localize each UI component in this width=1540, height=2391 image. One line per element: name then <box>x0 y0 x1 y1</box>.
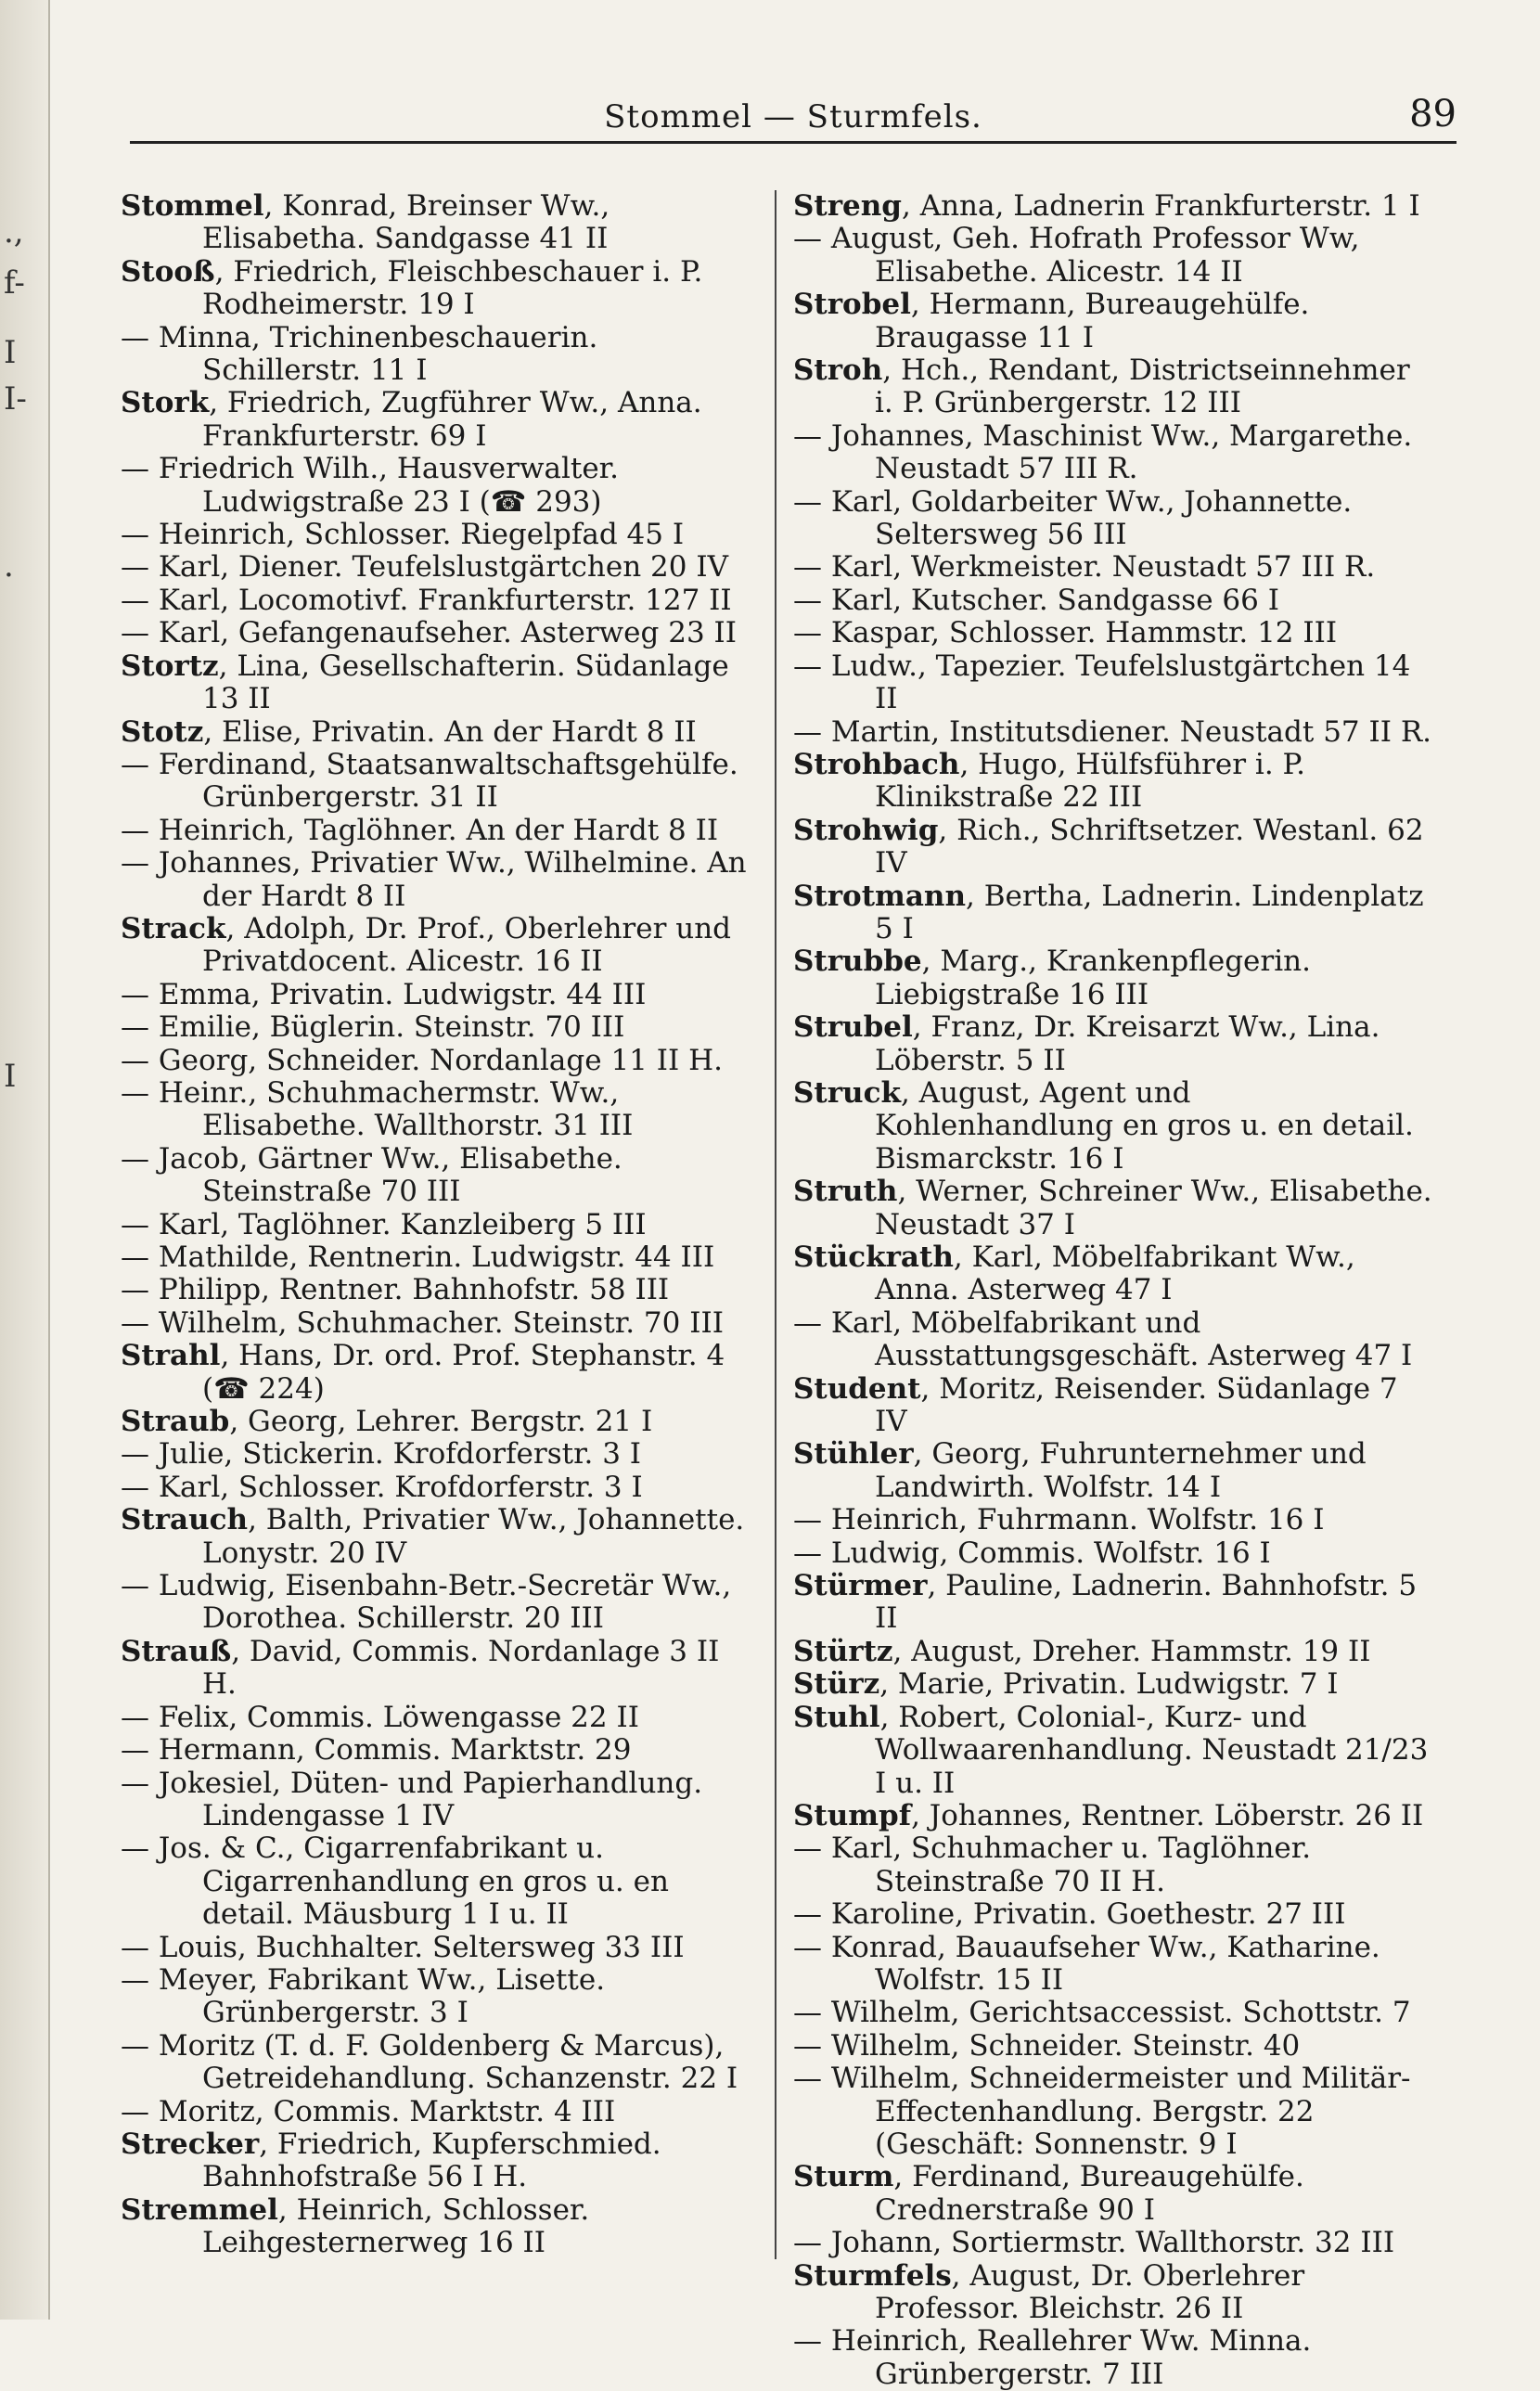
directory-entry <box>793 1570 1433 1636</box>
entry-text: , Friedrich, Fleischbeschauer i. P. Rodheimerstr. 19 I <box>202 254 703 322</box>
entry-surname: Straub <box>121 1405 230 1439</box>
directory-entry <box>793 881 1433 946</box>
directory-entry <box>121 1504 761 1570</box>
edge-mark: ., <box>4 213 24 251</box>
directory-entry <box>793 716 1433 749</box>
directory-entry <box>121 1406 761 1438</box>
entry-text: — Julie, Stickerin. Krofdorferstr. 3 I <box>121 1437 642 1472</box>
entry-text: , Hermann, Bureaugehülfe. Braugasse 11 I <box>875 288 1310 354</box>
entry-text: — Friedrich Wilh., Hausverwalter. Ludwigstraße 23 I (☎ 293) <box>121 452 619 519</box>
entry-text: , Franz, Dr. Kreisarzt Ww., Lina. Löberstr. 5 II <box>875 1010 1380 1077</box>
entry-text: , August, Dreher. Hammstr. 19 II <box>892 1634 1371 1668</box>
directory-entry <box>793 486 1433 552</box>
entry-surname: Sturm <box>793 2160 894 2194</box>
directory-entry <box>793 190 1433 223</box>
entry-text: — Martin, Institutsdiener. Neustadt 57 II R. <box>793 714 1432 749</box>
entry-text: — Johannes, Maschinist Ww., Margarethe. Neustadt 57 III R. <box>793 418 1413 486</box>
entry-text: , Bertha, Ladnerin. Lindenplatz 5 I <box>875 879 1424 945</box>
directory-entry <box>793 1997 1433 2029</box>
directory-entry <box>121 716 761 749</box>
directory-entry <box>793 1702 1433 1800</box>
entry-text: , Moritz, Reisender. Südanlage 7 IV <box>875 1371 1398 1439</box>
header-rule <box>130 141 1457 144</box>
entry-text: — Wilhelm, Schneidermeister und Militär-Effectenhandlung. Bergstr. 22 (Geschäft: Sonnenstr. 9 I <box>793 2062 1411 2161</box>
entry-surname: Strack <box>121 911 226 945</box>
directory-entry <box>793 650 1433 716</box>
directory-entry <box>121 1438 761 1471</box>
directory-entry <box>121 1932 761 1964</box>
entry-text: — Johann, Sortiermstr. Wallthorstr. 32 III <box>793 2226 1395 2260</box>
running-title: Stommel — Sturmfels. <box>604 98 982 135</box>
directory-entry <box>121 1011 761 1044</box>
entry-text: , Friedrich, Kupferschmied. Bahnhofstraße 56 I H. <box>202 2127 661 2194</box>
entry-text: — Mathilde, Rentnerin. Ludwigstr. 44 III <box>121 1240 715 1274</box>
directory-entry <box>793 585 1433 617</box>
directory-entry <box>121 2128 761 2194</box>
entry-text: — Kaspar, Schlosser. Hammstr. 12 III <box>793 616 1338 650</box>
directory-entry <box>121 1274 761 1306</box>
directory-entry <box>793 1832 1433 1898</box>
entry-text: — Jacob, Gärtner Ww., Elisabethe. Steinstraße 70 III <box>121 1141 622 1209</box>
directory-entry <box>793 1537 1433 1570</box>
entry-text: — Karl, Möbelfabrikant und Ausstattungsgeschäft. Asterweg 47 I <box>793 1305 1413 1373</box>
edge-mark: I <box>4 1058 17 1095</box>
entry-text: , Johannes, Rentner. Löberstr. 26 II <box>911 1798 1424 1832</box>
entry-text: — Karoline, Privatin. Goethestr. 27 III <box>793 1897 1346 1932</box>
entry-text: — Ferdinand, Staatsanwaltschaftsgehülfe. Grünbergerstr. 31 II <box>121 747 738 815</box>
directory-entry <box>121 2096 761 2128</box>
edge-mark: f- <box>4 264 25 302</box>
edge-mark: I <box>4 334 17 371</box>
directory-entry <box>793 617 1433 649</box>
directory-entry <box>121 1307 761 1340</box>
entry-surname: Student <box>793 1371 921 1406</box>
entry-text: — Jokesiel, Düten- und Papierhandlung. Lindengasse 1 IV <box>121 1766 703 1832</box>
entry-text: — Konrad, Bauaufseher Ww., Katharine. Wolfstr. 15 II <box>793 1930 1380 1997</box>
directory-entry <box>793 551 1433 584</box>
entry-text: — Emilie, Büglerin. Steinstr. 70 III <box>121 1010 625 1045</box>
entry-surname: Stumpf <box>793 1798 912 1832</box>
directory-entry <box>121 1570 761 1636</box>
entry-text: — Johannes, Privatier Ww., Wilhelmine. An der Hardt 8 II <box>121 846 747 913</box>
directory-entry <box>793 2325 1433 2391</box>
entry-text: , Marie, Privatin. Ludwigstr. 7 I <box>879 1667 1339 1702</box>
entry-surname: Stürz <box>793 1667 880 1702</box>
entry-text: , Anna, Ladnerin Frankfurterstr. 1 I <box>901 189 1420 223</box>
entry-surname: Stroh <box>793 354 883 388</box>
directory-entry <box>793 1668 1433 1701</box>
entry-text: , Werner, Schreiner Ww., Elisabethe. Neustadt 37 I <box>875 1175 1432 1241</box>
entry-surname: Stürmer <box>793 1569 928 1603</box>
entry-text: — Karl, Diener. Teufelslustgärtchen 20 IV <box>121 550 728 585</box>
entry-text: — Moritz (T. d. F. Goldenberg & Marcus), Getreidehandlung. Schanzenstr. 22 I <box>121 2028 738 2096</box>
entry-text: — Karl, Goldarbeiter Ww., Johannette. Seltersweg 56 III <box>793 484 1353 552</box>
directory-entry <box>121 2030 761 2096</box>
entry-surname: Strohwig <box>793 813 939 847</box>
entry-text: , Friedrich, Zugführer Ww., Anna. Frankfurterstr. 69 I <box>202 386 702 453</box>
directory-entry <box>121 1636 761 1702</box>
entry-text: , Hugo, Hülfsführer i. P. Klinikstraße 22 III <box>875 747 1305 815</box>
entry-text: , Elise, Privatin. An der Hardt 8 II <box>203 714 697 749</box>
entry-text: — Moritz, Commis. Marktstr. 4 III <box>121 2094 616 2128</box>
entry-text: — Karl, Kutscher. Sandgasse 66 I <box>793 583 1279 617</box>
entry-text: , Adolph, Dr. Prof., Oberlehrer und Privatdocent. Alicestr. 16 II <box>202 911 732 979</box>
edge-mark: . <box>4 547 14 585</box>
entry-surname: Strohbach <box>793 747 960 781</box>
directory-entry <box>793 945 1433 1011</box>
directory-entry <box>121 1734 761 1767</box>
entry-surname: Sturmfels <box>793 2258 952 2293</box>
directory-entry <box>121 1241 761 1274</box>
entry-surname: Strotmann <box>793 879 966 913</box>
directory-entry <box>793 1307 1433 1373</box>
edge-mark: I- <box>4 380 27 418</box>
scan-left-edge <box>0 0 50 2320</box>
entry-surname: Strobel <box>793 288 911 322</box>
directory-entry <box>121 551 761 584</box>
left-column <box>121 190 761 2260</box>
entry-surname: Struck <box>793 1075 901 1110</box>
directory-entry <box>121 1143 761 1209</box>
entry-text: , Balth, Privatier Ww., Johannette. Lonystr. 20 IV <box>202 1503 745 1570</box>
directory-entry <box>121 519 761 551</box>
entry-text: — Wilhelm, Gerichtsaccessist. Schottstr. 7 <box>793 1996 1411 2030</box>
page-header <box>130 93 1457 148</box>
entry-text: — Ludwig, Eisenbahn-Betr.-Secretär Ww., Dorothea. Schillerstr. 20 III <box>121 1569 732 1636</box>
entry-surname: Stooß <box>121 254 215 289</box>
directory-entry <box>793 1504 1433 1536</box>
entry-text: — Karl, Taglöhner. Kanzleiberg 5 III <box>121 1207 647 1241</box>
entry-text: , Ferdinand, Bureaugehülfe. Crednerstraße 90 I <box>875 2160 1304 2227</box>
entry-surname: Stürtz <box>793 1634 893 1668</box>
entry-text: , Pauline, Ladnerin. Bahnhofstr. 5 II <box>875 1569 1418 1636</box>
directory-entry <box>793 2030 1433 2063</box>
directory-entry <box>121 322 761 388</box>
directory-entry <box>121 1077 761 1143</box>
directory-entry <box>121 453 761 519</box>
directory-entry <box>793 815 1433 881</box>
entry-surname: Struth <box>793 1175 898 1209</box>
entry-text: , David, Commis. Nordanlage 3 II H. <box>202 1634 720 1702</box>
entry-text: — Heinrich, Reallehrer Ww. Minna. Grünbergerstr. 7 III <box>793 2324 1312 2391</box>
directory-entry <box>121 650 761 716</box>
directory-entry <box>793 1898 1433 1931</box>
entry-text: , Georg, Lehrer. Bergstr. 21 I <box>229 1405 653 1439</box>
directory-entry <box>121 1472 761 1504</box>
entry-text: — Emma, Privatin. Ludwigstr. 44 III <box>121 977 647 1011</box>
entry-text: — Ludwig, Commis. Wolfstr. 16 I <box>793 1536 1271 1570</box>
directory-entry <box>121 1832 761 1931</box>
entry-text: — Jos. & C., Cigarrenfabrikant u. Cigarrenhandlung en gros u. en detail. Mäusburg 1 I u. II <box>121 1832 669 1932</box>
entry-text: , Hch., Rendant, Districtseinnehmer i. P. Grünbergerstr. 12 III <box>875 354 1410 420</box>
directory-entry <box>793 749 1433 815</box>
directory-entry <box>793 1077 1433 1176</box>
directory-entry <box>793 354 1433 420</box>
entry-text: — Karl, Schuhmacher u. Taglöhner. Steinstraße 70 II H. <box>793 1832 1312 1898</box>
directory-entry <box>793 1438 1433 1504</box>
entry-text: — Minna, Trichinenbeschauerin. Schillerstr. 11 I <box>121 320 598 388</box>
entry-text: , Hans, Dr. ord. Prof. Stephanstr. 4 (☎ 224) <box>202 1339 725 1406</box>
entry-surname: Streng <box>793 189 902 223</box>
column-divider <box>775 190 776 2259</box>
entry-surname: Stortz <box>121 649 219 683</box>
entry-surname: Stremmel <box>121 2192 278 2227</box>
directory-entry <box>793 1373 1433 1439</box>
directory-entry <box>793 2063 1433 2161</box>
directory-entry <box>121 256 761 322</box>
entry-text: , Marg., Krankenpflegerin. Liebigstraße 16 III <box>875 945 1311 1011</box>
entry-text: — Louis, Buchhalter. Seltersweg 33 III <box>121 1930 685 1964</box>
right-column <box>793 190 1433 2391</box>
directory-entry <box>793 2227 1433 2259</box>
directory-entry <box>121 1045 761 1077</box>
directory-entry <box>793 1011 1433 1077</box>
entry-surname: Stückrath <box>793 1240 954 1274</box>
directory-entry <box>121 617 761 649</box>
entry-surname: Stuhl <box>793 1700 880 1734</box>
entry-surname: Strubbe <box>793 945 922 979</box>
directory-entry <box>121 585 761 617</box>
entry-text: — Wilhelm, Schuhmacher. Steinstr. 70 III <box>121 1305 724 1340</box>
entry-text: — Heinrich, Schlosser. Riegelpfad 45 I <box>121 518 685 552</box>
directory-entry <box>793 289 1433 354</box>
directory-entry <box>793 1176 1433 1241</box>
entry-text: , Georg, Fuhrunternehmer und Landwirth. Wolfstr. 14 I <box>875 1437 1367 1504</box>
entry-surname: Strecker <box>121 2127 260 2161</box>
entry-text: , Heinrich, Schlosser. Leihgesternerweg 16 II <box>202 2192 590 2260</box>
directory-entry <box>121 1209 761 1241</box>
directory-entry <box>121 815 761 847</box>
entry-text: — Heinrich, Fuhrmann. Wolfstr. 16 I <box>793 1503 1325 1537</box>
entry-text: , Karl, Möbelfabrikant Ww., Anna. Asterweg 47 I <box>875 1240 1355 1307</box>
directory-entry <box>121 1702 761 1734</box>
entry-text: — Felix, Commis. Löwengasse 22 II <box>121 1700 639 1734</box>
entry-text: — Meyer, Fabrikant Ww., Lisette. Grünbergerstr. 3 I <box>121 1962 606 2030</box>
entry-text: — Georg, Schneider. Nordanlage 11 II H. <box>121 1043 723 1077</box>
entry-text: — Wilhelm, Schneider. Steinstr. 40 <box>793 2028 1301 2063</box>
directory-entry <box>793 2161 1433 2227</box>
entry-text: , Robert, Colonial-, Kurz- und Wollwaarenhandlung. Neustadt 21/23 I u. II <box>875 1700 1429 1800</box>
entry-text: , August, Dr. Oberlehrer Professor. Bleichstr. 26 II <box>875 2258 1305 2325</box>
entry-surname: Strauch <box>121 1503 249 1537</box>
directory-entry <box>121 1964 761 2030</box>
directory-entry <box>793 1636 1433 1668</box>
entry-text: — Karl, Schlosser. Krofdorferstr. 3 I <box>121 1470 643 1504</box>
entry-text: — Ludw., Tapezier. Teufelslustgärtchen 14 II <box>793 649 1411 716</box>
entry-text: , Rich., Schriftsetzer. Westanl. 62 IV <box>875 813 1424 881</box>
directory-entry <box>793 1241 1433 1307</box>
entry-text: — Karl, Gefangenaufseher. Asterweg 23 II <box>121 616 738 650</box>
entry-text: — Heinr., Schuhmachermstr. Ww., Elisabethe. Wallthorstr. 31 III <box>121 1075 634 1143</box>
entry-surname: Stühler <box>793 1437 914 1472</box>
entry-surname: Stork <box>121 386 210 420</box>
directory-entry <box>793 420 1433 486</box>
entry-text: — Karl, Locomotivf. Frankfurterstr. 127 II <box>121 583 732 617</box>
directory-entry <box>121 190 761 256</box>
entry-text: , Lina, Gesellschafterin. Südanlage 13 II <box>202 649 729 716</box>
directory-entry <box>121 1340 761 1406</box>
directory-entry <box>793 1800 1433 1832</box>
directory-entry <box>121 387 761 453</box>
entry-text: — Heinrich, Taglöhner. An der Hardt 8 II <box>121 813 719 847</box>
entry-surname: Strubel <box>793 1010 913 1045</box>
directory-entry <box>121 979 761 1011</box>
entry-text: — Philipp, Rentner. Bahnhofstr. 58 III <box>121 1273 670 1307</box>
directory-entry <box>793 2260 1433 2326</box>
entry-surname: Stotz <box>121 714 204 749</box>
directory-entry <box>121 749 761 815</box>
directory-entry <box>793 223 1433 289</box>
entry-surname: Strauß <box>121 1634 232 1668</box>
page-number: 89 <box>1409 93 1457 135</box>
directory-entry <box>121 1768 761 1833</box>
entry-surname: Stommel <box>121 189 264 223</box>
directory-entry <box>121 2194 761 2260</box>
entry-surname: Strahl <box>121 1339 221 1373</box>
entry-text: — August, Geh. Hofrath Professor Ww, Elisabethe. Alicestr. 14 II <box>793 222 1360 289</box>
directory-entry <box>793 1932 1433 1998</box>
directory-entry <box>121 847 761 913</box>
entry-text: , Konrad, Breinser Ww., Elisabetha. Sandgasse 41 II <box>202 189 610 256</box>
entry-text: , August, Agent und Kohlenhandlung en gros u. en detail. Bismarckstr. 16 I <box>875 1075 1414 1176</box>
entry-text: — Karl, Werkmeister. Neustadt 57 III R. <box>793 550 1376 585</box>
directory-entry <box>121 913 761 979</box>
entry-text: — Hermann, Commis. Marktstr. 29 <box>121 1733 632 1768</box>
